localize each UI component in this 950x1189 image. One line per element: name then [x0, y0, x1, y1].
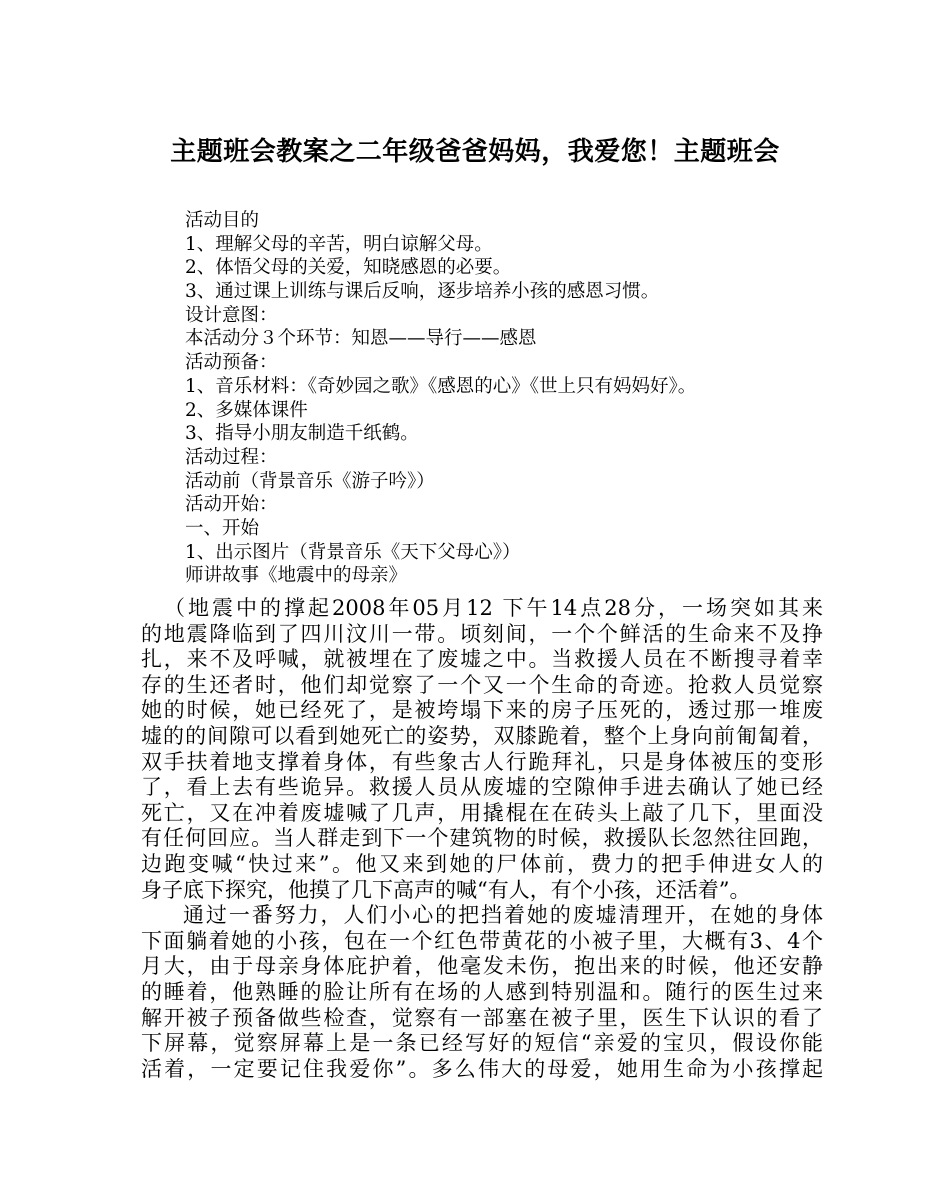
outline-line: 活动预备：: [185, 352, 278, 374]
outline-line: 1、音乐材料：《奇妙园之歌》《感恩的心》《世上只有妈妈好》。: [185, 375, 697, 397]
story-line: 的地震降临到了四川汶川一带。顷刻间，一个个鲜活的生命来不及挣: [141, 621, 823, 646]
outline-line: 设计意图：: [185, 304, 278, 326]
story-body: [141, 596, 823, 1082]
story-line: 活着，一定要记住我爱你”。多么伟大的母爱，她用生命为小孩撑起: [141, 1056, 823, 1081]
story-line: 下屏幕，觉察屏幕上是一条已经写好的短信“亲爱的宝贝，假设你能: [141, 1031, 823, 1056]
story-line: 边跑变喊“快过来”。他又来到她的尸体前，费力的把手伸进女人的: [141, 851, 823, 876]
story-line: （地震中的撑起2008年05月12 下午14点28分，一场突如其来: [164, 596, 823, 620]
outline-line: 1、出示图片（背景音乐《天下父母心》）: [185, 541, 521, 563]
story-line: 通过一番努力，人们小心的把挡着她的废墟清理开，在她的身体: [183, 903, 823, 928]
outline-line: 活动过程：: [185, 446, 278, 468]
outline-line: 1、理解父母的辛苦，明白谅解父母。: [185, 233, 493, 255]
story-line: 她的时候，她已经死了，是被垮塌下来的房子压死的，透过那一堆废: [141, 698, 823, 723]
document-title: 主题班会教案之二年级爸爸妈妈，我爱您！主题班会: [170, 137, 780, 167]
outline-line: 活动开始：: [185, 494, 278, 516]
story-line: 身子底下探究，他摸了几下高声的喊“有人，有个小孩，还活着”。: [141, 877, 751, 902]
story-line: 双手扶着地支撑着身体，有些象古人行跪拜礼，只是身体被压的变形: [141, 749, 823, 774]
outline-line: 活动前（背景音乐《游子吟》）: [185, 470, 435, 492]
outline-line: 3、指导小朋友制造千纸鹤。: [185, 423, 419, 445]
story-line: 死亡，又在冲着废墟喊了几声，用撬棍在在砖头上敲了几下，里面没: [141, 800, 823, 825]
outline-line: 2、多媒体课件: [185, 399, 308, 421]
story-line: 存的生还者时，他们却觉察了一个又一个生命的奇迹。抢救人员觉察: [141, 672, 823, 697]
story-line: 解开被子预备做些检查，觉察有一部塞在被子里，医生下认识的看了: [141, 1005, 823, 1030]
story-line: 扎，来不及呼喊，就被埋在了废墟之中。当救援人员在不断搜寻着幸: [141, 647, 823, 672]
story-line: 的睡着，他熟睡的脸让所有在场的人感到特别温和。随行的医生过来: [141, 979, 823, 1004]
story-line: 下面躺着她的小孩，包在一个红色带黄花的小被子里，大概有3、4个: [141, 928, 823, 953]
outline-line: 本活动分３个环节：知恩——导行——感恩: [185, 328, 537, 350]
story-line: 月大，由于母亲身体庇护着，他毫发未伤，抱出来的时候，他还安静: [141, 954, 823, 979]
outline-line: 活动目的: [185, 210, 260, 231]
outline-line: 师讲故事《地震中的母亲》: [185, 565, 408, 587]
story-line: 了，看上去有些诡异。救援人员从废墟的空隙伸手进去确认了她已经: [141, 775, 823, 800]
outline-line: 2、体悟父母的关爱，知晓感恩的必要。: [185, 257, 512, 279]
story-line: 有任何回应。当人群走到下一个建筑物的时候，救援队长忽然往回跑，: [141, 826, 823, 851]
story-line: 墟的的间隙可以看到她死亡的姿势，双膝跪着，整个上身向前匍匐着，: [141, 723, 823, 748]
outline-line: 3、通过课上训练与课后反响，逐步培养小孩的感恩习惯。: [185, 281, 660, 303]
outline-line: 一、开始: [185, 517, 260, 539]
activity-outline: [185, 209, 865, 588]
